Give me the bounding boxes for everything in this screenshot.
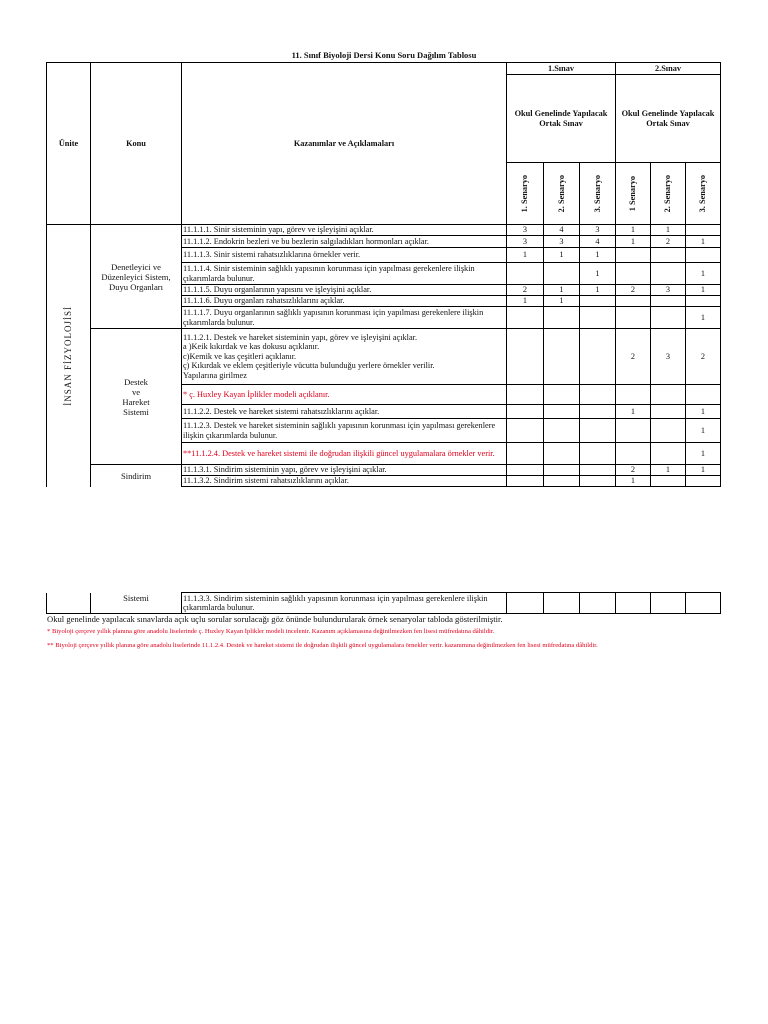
value-cell bbox=[651, 296, 686, 307]
kazanim-text: 11.1.3.2. Sindirim sistemi rahatsızlıklarını açıklar. bbox=[182, 476, 507, 487]
topic-cell: Destek ve Hareket Sistemi bbox=[91, 329, 182, 465]
value-cell bbox=[507, 405, 544, 419]
value-cell bbox=[616, 263, 651, 285]
header-sinav-1: 1.Sınav bbox=[507, 63, 616, 75]
value-cell: 1 bbox=[651, 225, 686, 236]
value-cell: 1 bbox=[686, 419, 721, 443]
value-cell bbox=[544, 307, 580, 329]
value-cell bbox=[616, 443, 651, 465]
value-cell bbox=[616, 385, 651, 405]
page-title: 11. Sınıf Biyoloji Dersi Konu Soru Dağılım Tablosu bbox=[291, 50, 477, 60]
value-cell bbox=[616, 248, 651, 263]
value-cell: 2 bbox=[651, 236, 686, 248]
kazanim-text: 11.1.2.3. Destek ve hareket sisteminin sağlıklı yapısının korunması için yapılması gerekenlere ilişkin çıkarımlarda bulunur. bbox=[182, 419, 507, 443]
footnote-star: * Biyoloji çerçeve yıllık planına göre anadolu liselerinde ç. Huxley Kayan İplikler modeli incelenir. Kazanım açıklamasına değinilmezken fen lisesi müfredatına dâhildir. bbox=[47, 628, 495, 635]
value-cell: 1 bbox=[616, 225, 651, 236]
value-cell bbox=[580, 465, 616, 476]
value-cell: 1 bbox=[580, 285, 616, 296]
value-cell bbox=[580, 385, 616, 405]
value-cell: 3 bbox=[507, 236, 544, 248]
value-cell bbox=[580, 443, 616, 465]
value-cell bbox=[686, 476, 721, 487]
kazanim-text: 11.1.2.1. Destek ve hareket sisteminin yapı, görev ve işleyişini açıklar. a )Keik kıkırdak ve kas dokusu açıklanır. c)Kemik ve kas çeşitleri açıklanır. ç) Kıkırdak ve eklem çeşitleriyle vücutta bulunduğu yerlere örnekler verilir. Yapılarına girilmez bbox=[182, 329, 507, 385]
header-senaryo: 3. Senaryo bbox=[686, 163, 721, 225]
value-cell bbox=[616, 296, 651, 307]
value-cell bbox=[686, 385, 721, 405]
kazanim-text: 11.1.1.3. Sinir sistemi rahatsızlıklarına örnekler verir. bbox=[182, 248, 507, 263]
value-cell bbox=[580, 476, 616, 487]
value-cell bbox=[507, 385, 544, 405]
unite-cell bbox=[47, 225, 91, 487]
value-cell: 3 bbox=[544, 236, 580, 248]
value-cell bbox=[580, 593, 616, 614]
header-kazanim: Kazanımlar ve Açıklamaları bbox=[182, 63, 507, 225]
kazanim-text: 11.1.2.2. Destek ve hareket sistemi rahatsızlıklarını açıklar. bbox=[182, 405, 507, 419]
footnote-double-star: ** Biyoloji çerçeve yıllık planına göre anadolu liselerinde 11.1.2.4. Destek ve hareket sistemi ile doğrudan ilişkili güncel uygulamalara örnekler verir. kazanımına değinilmezken fen lisesi müfredatına dâhildir. bbox=[47, 642, 598, 649]
value-cell bbox=[580, 307, 616, 329]
value-cell bbox=[507, 593, 544, 614]
value-cell bbox=[544, 405, 580, 419]
value-cell bbox=[651, 385, 686, 405]
value-cell bbox=[651, 419, 686, 443]
value-cell bbox=[580, 329, 616, 385]
value-cell: 1 bbox=[580, 248, 616, 263]
value-cell bbox=[507, 329, 544, 385]
value-cell: 3 bbox=[580, 225, 616, 236]
value-cell: 1 bbox=[544, 285, 580, 296]
value-cell: 2 bbox=[616, 329, 651, 385]
kazanim-text-red: **11.1.2.4. Destek ve hareket sistemi ile doğrudan ilişkili güncel uygulamalara örnekler verir. bbox=[182, 443, 507, 465]
value-cell bbox=[507, 263, 544, 285]
kazanim-text: 11.1.1.2. Endokrin bezleri ve bu bezlerin salgıladıkları hormonları açıklar. bbox=[182, 236, 507, 248]
value-cell bbox=[686, 296, 721, 307]
value-cell: 2 bbox=[616, 465, 651, 476]
kazanim-text: 11.1.3.3. Sindirim sisteminin sağlıklı yapısının korunması için yapılması gerekenlere ilişkin çıkarımlarda bulunur. bbox=[182, 593, 507, 614]
value-cell: 1 bbox=[507, 248, 544, 263]
value-cell bbox=[651, 248, 686, 263]
value-cell: 1 bbox=[651, 465, 686, 476]
topic-cell: Denetleyici ve Düzenleyici Sistem, Duyu Organları bbox=[91, 225, 182, 329]
value-cell: 1 bbox=[544, 248, 580, 263]
value-cell: 1 bbox=[616, 236, 651, 248]
header-sinav-2: 2.Sınav bbox=[616, 63, 721, 75]
header-ortak-sinav-1: Okul Genelinde Yapılacak Ortak Sınav bbox=[507, 75, 616, 163]
value-cell: 4 bbox=[580, 236, 616, 248]
distribution-table-continued bbox=[46, 592, 721, 614]
value-cell bbox=[544, 443, 580, 465]
value-cell bbox=[686, 593, 721, 614]
kazanim-text: 11.1.1.6. Duyu organları rahatsızlıklarını açıklar. bbox=[182, 296, 507, 307]
value-cell bbox=[507, 476, 544, 487]
value-cell bbox=[651, 593, 686, 614]
value-cell: 1 bbox=[507, 296, 544, 307]
header-senaryo: 2. Senaryo bbox=[544, 163, 580, 225]
value-cell bbox=[616, 419, 651, 443]
value-cell: 1 bbox=[686, 285, 721, 296]
value-cell bbox=[544, 419, 580, 443]
value-cell: 1 bbox=[686, 307, 721, 329]
unite-cell bbox=[47, 593, 91, 614]
kazanim-text: 11.1.3.1. Sindirim sisteminin yapı, görev ve işleyişini açıklar. bbox=[182, 465, 507, 476]
topic-cell: Sindirim bbox=[91, 465, 182, 487]
header-senaryo: 1. Senaryo bbox=[507, 163, 544, 225]
value-cell: 1 bbox=[616, 405, 651, 419]
value-cell bbox=[544, 465, 580, 476]
value-cell bbox=[544, 593, 580, 614]
value-cell: 2 bbox=[686, 329, 721, 385]
value-cell bbox=[616, 593, 651, 614]
value-cell: 1 bbox=[686, 443, 721, 465]
topic-cell: Sistemi bbox=[91, 593, 182, 614]
header-senaryo: 3. Senaryo bbox=[580, 163, 616, 225]
header-senaryo: 1 Senaryo bbox=[616, 163, 651, 225]
value-cell bbox=[507, 443, 544, 465]
value-cell bbox=[580, 405, 616, 419]
kazanim-text: 11.1.1.5. Duyu organlarının yapısını ve işleyişini açıklar. bbox=[182, 285, 507, 296]
value-cell: 1 bbox=[580, 263, 616, 285]
value-cell bbox=[686, 225, 721, 236]
kazanim-text: 11.1.1.7. Duyu organlarının sağlıklı yapısının korunması için yapılması gerekenlere ilişkin çıkarımlarda bulunur. bbox=[182, 307, 507, 329]
value-cell: 3 bbox=[507, 225, 544, 236]
value-cell: 1 bbox=[686, 236, 721, 248]
value-cell bbox=[651, 263, 686, 285]
kazanim-text: 11.1.1.1. Sinir sisteminin yapı, görev ve işleyişini açıklar. bbox=[182, 225, 507, 236]
value-cell bbox=[686, 248, 721, 263]
unite-label: İNSAN FİZYOLOJİSİ bbox=[62, 305, 73, 406]
footnote-main: Okul genelinde yapılacak sınavlarda açık uçlu sorular sorulacağı göz önünde bulundurularak örnek senaryolar tabloda gösterilmiştir. bbox=[47, 614, 503, 624]
value-cell bbox=[651, 443, 686, 465]
value-cell bbox=[544, 476, 580, 487]
value-cell bbox=[651, 307, 686, 329]
header-senaryo: 2. Senaryo bbox=[651, 163, 686, 225]
value-cell: 3 bbox=[651, 329, 686, 385]
kazanim-text-red: * ç. Huxley Kayan İplikler modeli açıklanır. bbox=[182, 385, 507, 405]
value-cell bbox=[651, 405, 686, 419]
value-cell: 2 bbox=[507, 285, 544, 296]
value-cell: 1 bbox=[686, 263, 721, 285]
header-unite: Ünite bbox=[47, 63, 91, 225]
value-cell bbox=[507, 419, 544, 443]
value-cell bbox=[616, 307, 651, 329]
value-cell: 2 bbox=[616, 285, 651, 296]
value-cell: 1 bbox=[616, 476, 651, 487]
value-cell bbox=[580, 419, 616, 443]
value-cell: 4 bbox=[544, 225, 580, 236]
value-cell bbox=[544, 385, 580, 405]
kazanim-text: 11.1.1.4. Sinir sisteminin sağlıklı yapısının korunması için yapılması gerekenlere ilişkin çıkarımlarda bulunur. bbox=[182, 263, 507, 285]
value-cell: 1 bbox=[544, 296, 580, 307]
value-cell: 3 bbox=[651, 285, 686, 296]
value-cell: 1 bbox=[686, 405, 721, 419]
value-cell bbox=[580, 296, 616, 307]
distribution-table bbox=[46, 62, 721, 487]
value-cell bbox=[544, 329, 580, 385]
value-cell: 1 bbox=[686, 465, 721, 476]
value-cell bbox=[507, 465, 544, 476]
value-cell bbox=[507, 307, 544, 329]
header-konu: Konu bbox=[91, 63, 182, 225]
header-ortak-sinav-2: Okul Genelinde Yapılacak Ortak Sınav bbox=[616, 75, 721, 163]
value-cell bbox=[544, 263, 580, 285]
value-cell bbox=[651, 476, 686, 487]
